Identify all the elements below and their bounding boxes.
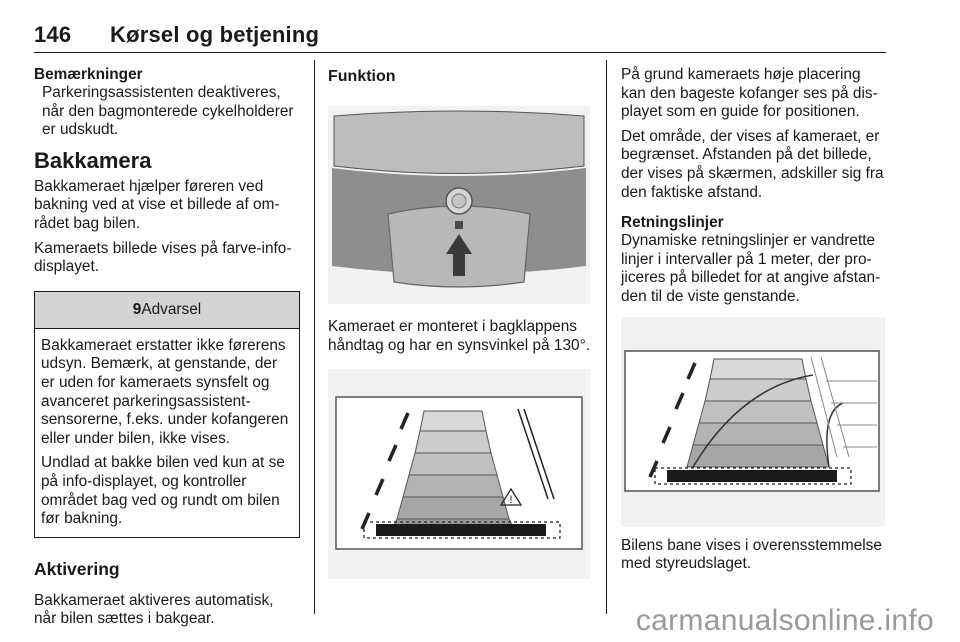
warning-body xyxy=(35,329,299,537)
warning-title: Advarsel xyxy=(141,300,202,318)
header-rule xyxy=(34,52,886,53)
note-text: Parkeringsassistenten deaktiveres, når den bagmonterede cykelholderer er udskudt. xyxy=(42,84,294,139)
intro-paragraph-2: Kameraets billede vises på farve-info-displayet. xyxy=(34,239,292,276)
rear-view-display-figure xyxy=(328,369,590,579)
page-number: 146 xyxy=(34,22,72,47)
column-1 xyxy=(34,60,300,635)
watermark: carmanualsonline.info xyxy=(635,604,934,637)
section-title: Bakkamera xyxy=(34,147,152,173)
col3-paragraph-2: Det område, der vises af kameraet, er begrænset. Afstanden på det billede, der vises på skærmen, adskiller sig fra den faktiske afstand. xyxy=(621,127,884,201)
activation-heading: Aktivering xyxy=(34,558,120,579)
col3-paragraph-1: På grund kameraets høje placering kan den bageste kofanger ses på displayet som en guide for positionen. xyxy=(621,66,878,121)
column-2 xyxy=(328,60,592,579)
activation-text: Bakkameraet aktiveres automatisk, når bilen sættes i bakgear. xyxy=(34,591,274,628)
svg-text:!: ! xyxy=(509,494,513,507)
note-heading: Bemærkninger xyxy=(34,66,143,83)
col3-paragraph-3: Bilens bane vises i overensstemmelse med styreudslaget. xyxy=(621,536,882,573)
function-caption: Kameraet er monteret i bagklappens håndtag og har en synsvinkel på 130°. xyxy=(328,318,590,354)
intro-paragraph: Bakkameraet hjælper føreren ved bakning ved at vise et billede af området bag bilen. xyxy=(34,177,280,232)
page-header xyxy=(34,22,319,48)
chapter-title: Kørsel og betjening xyxy=(110,22,320,47)
warning-icon: 9 xyxy=(132,300,142,318)
column-3 xyxy=(621,60,887,580)
camera-location-figure xyxy=(328,106,590,304)
function-heading: Funktion xyxy=(328,68,396,85)
guidelines-heading: Retningslinjer xyxy=(621,214,724,232)
warning-box xyxy=(34,291,300,538)
column-divider-2 xyxy=(606,60,607,614)
dynamic-guidelines-figure xyxy=(621,317,885,527)
column-divider-1 xyxy=(314,60,315,614)
warning-paragraph-2: Undlad at bakke bilen ved kun at se på info-displayet, og kontroller området bag ved og rundt om bilen før bakning. xyxy=(41,454,285,528)
warning-paragraph-1: Bakkameraet erstatter ikke førerens udsyn. Bemærk, at genstande, der er uden for kameraets synsfelt og avanceret parkeringsassistent-sensorerne, f.eks. under kofangeren eller under bilen, ikke vises. xyxy=(41,336,289,447)
warning-header xyxy=(35,292,299,329)
guidelines-text: Dynamiske retningslinjer er vandrette linjer i intervaller på 1 meter, der projiceres på billedet for at angive afstanden til de viste genstande. xyxy=(621,232,881,305)
